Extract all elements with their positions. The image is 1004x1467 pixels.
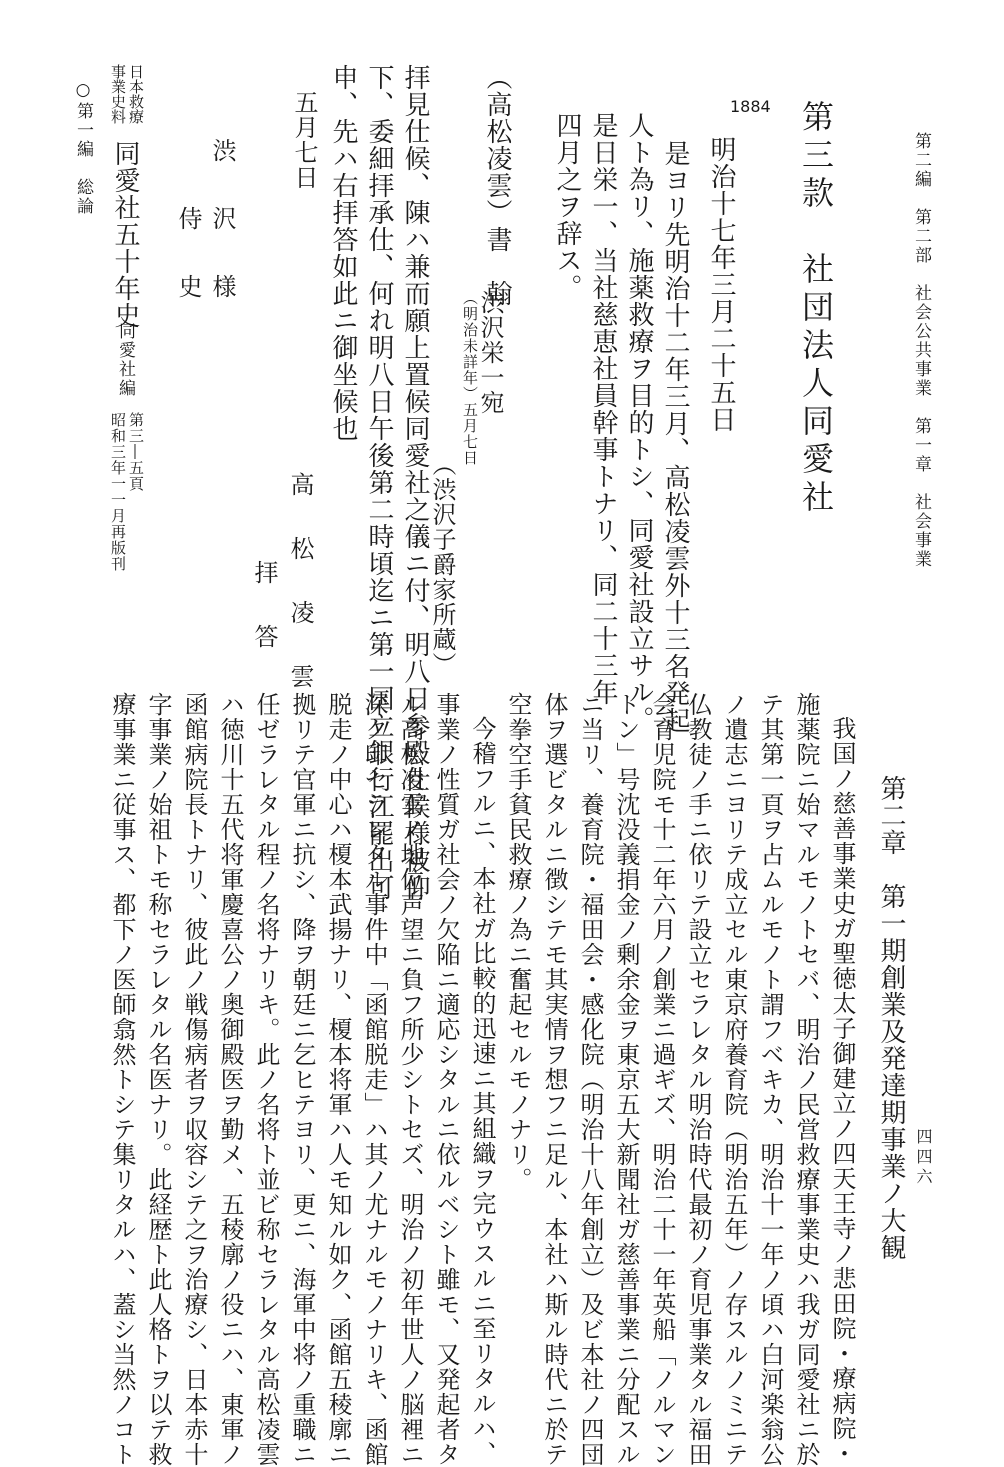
section-line-2: 人ト為リ、施薬救療ヲ目的トシ、同愛社設立サル。 <box>624 112 654 733</box>
chapter-p2-line-9: 函館病院長トナリ、彼此ノ戦傷病者ヲ収容シテ之ヲ治療シ、日本赤十 <box>180 692 208 1467</box>
letter-reply: 拝 答 <box>250 560 278 656</box>
year-western: 1884 <box>730 97 771 116</box>
section-line-4: 四月之ヲ辞ス。 <box>552 112 582 301</box>
chapter-p1-line-6: 会育児院モ十二年六月ノ創業ニ過ギズ、明治二十一年英船「ノルマン <box>648 692 676 1467</box>
chapter-p1-line-8: ニ当リ、養育院・福田会・感化院（明治十八年創立）及ビ本社ノ四団 <box>576 692 604 1467</box>
section-date: 明治十七年三月二十五日 <box>706 136 736 433</box>
chapter-p2-line-4: 深ク印セラレタル事件中「函館脱走」ハ其ノ尤ナルモノナリキ、函館 <box>360 692 388 1467</box>
letter-sender: 高 松 凌 雲 <box>286 472 314 696</box>
reference-series-1: 日本救療 <box>127 64 145 124</box>
reference-part: ○第一編 総論 <box>73 80 93 216</box>
section-title: 第三款 社団法人同愛社 <box>797 100 835 518</box>
letter-to: 渋 沢 様 <box>208 138 236 308</box>
chapter-p1-line-5: 仏教徒ノ手ニ依リテ設立セラレタル明治時代最初ノ育児事業タル福田 <box>684 692 712 1467</box>
reference-pages: 第三―五頁 <box>127 412 145 492</box>
chapter-p2-line-10: 字事業ノ始祖トモ称セラレタル名医ナリ。此経歴ト此人格トヲ以テ救 <box>144 692 172 1467</box>
letter-body-line-3: 申、先ハ右拝答如此ニ御坐候也 <box>328 64 358 442</box>
letter-date: 五月七日 <box>290 90 318 190</box>
chapter-p1-line-10: 空拳空手貧民救療ノ為ニ奮起セルモノナリ。 <box>504 692 532 1192</box>
page-number: 四四六 <box>914 1128 933 1188</box>
chapter-p2-line-1: 今稽フルニ、本社ガ比較的迅速ニ其組織ヲ完ウスルニ至リタルハ、 <box>468 716 496 1466</box>
chapter-p2-line-11: 療事業ニ従事ス、都下ノ医師翕然トシテ集リタルハ、蓋シ当然ノコト <box>108 692 136 1467</box>
letter-body-line-1: 拝見仕候、陳ハ兼而願上置候同愛社之儀ニ付、明八日参殿仕候様被仰 <box>400 64 430 901</box>
reference-edition: 昭和三年一一月再版刊 <box>109 412 127 572</box>
running-head: 第二編 第二部 社会公共事業 第一章 社会事業 <box>911 132 931 569</box>
letter-date-note: （明治未詳年）五月七日 <box>461 290 479 466</box>
chapter-p2-line-7: 任ゼラレタル程ノ名将ナリキ。此ノ名将ト並ビ称セラレタル高松凌雲 <box>252 692 280 1467</box>
letter-heading: （高松凌雲）書 翰 <box>482 64 512 307</box>
chapter-p1-line-4: ノ遺志ニヨリテ成立セル東京府養育院（明治五年）ノ存スルノミニテ <box>720 692 748 1467</box>
letter-to-sub: 侍 史 <box>174 206 202 308</box>
chapter-p1-line-2: 施薬院ニ始マルモノトセバ、明治ノ民営救療事業史ハ我ガ同愛社ニ於 <box>792 692 820 1467</box>
reference-publisher: 同愛社編 <box>115 322 135 398</box>
letter-body-line-2: 下、委細拝承仕、何れ明八日午後第二時頃迄ニ第一国立銀行江罷出可 <box>364 64 394 901</box>
reference-series-2: 事業史料 <box>109 64 127 124</box>
chapter-p1-line-7: トン」号沈没義捐金ノ剰余金ヲ東京五大新聞社ガ慈善事業ニ分配スル <box>612 692 640 1467</box>
chapter-p1-line-9: 体ヲ選ビタルニ徴シテモ其実情ヲ想フニ足ル、本社ハ斯ル時代ニ於テ <box>540 692 568 1467</box>
chapter-p2-line-5: 脱走ノ中心ハ榎本武揚ナリ、榎本将軍ハ人モ知ル如ク、函館五稜廓ニ <box>324 692 352 1467</box>
chapter-heading: 第二章 第一期創業及発達期事業ノ大観 <box>876 775 906 1261</box>
reference-book-title: 同愛社五十年史 <box>110 140 140 329</box>
chapter-p1-line-3: テ其第一頁ヲ占ムルモノト謂フベキカ、明治十一年ノ頃ハ白河楽翁公 <box>756 692 784 1467</box>
letter-source: （渋沢子爵家所蔵） <box>428 452 456 677</box>
chapter-p2-line-2: 事業ノ性質ガ社会ノ欠陥ニ適応シタルニ依ルベシト雖モ、又発起者タ <box>432 692 460 1467</box>
chapter-p2-line-3: ル高松凌雲ノ地位声望ニ負フ所少シトセズ、明治ノ初年世人ノ脳裡ニ <box>396 692 424 1467</box>
letter-addressee: 渋沢栄一宛 <box>476 290 504 415</box>
section-line-3: 是日栄一、当社慈恵社員幹事トナリ、同二十三年 <box>588 112 618 706</box>
chapter-p1-line-1: 我国ノ慈善事業史ガ聖徳太子御建立ノ四天王寺ノ悲田院・療病院・ <box>828 716 856 1466</box>
chapter-p2-line-8: ハ徳川十五代将軍慶喜公ノ奥御殿医ヲ勤メ、五稜廓ノ役ニハ、東軍ノ <box>216 692 244 1467</box>
chapter-p2-line-6: 拠リテ官軍ニ抗シ、降ヲ朝廷ニ乞ヒテヨリ、更ニ、海軍中将ノ重職ニ <box>288 692 316 1467</box>
section-line-1: 是ヨリ先明治十二年三月、高松凌雲外十三名発起 <box>660 140 690 734</box>
